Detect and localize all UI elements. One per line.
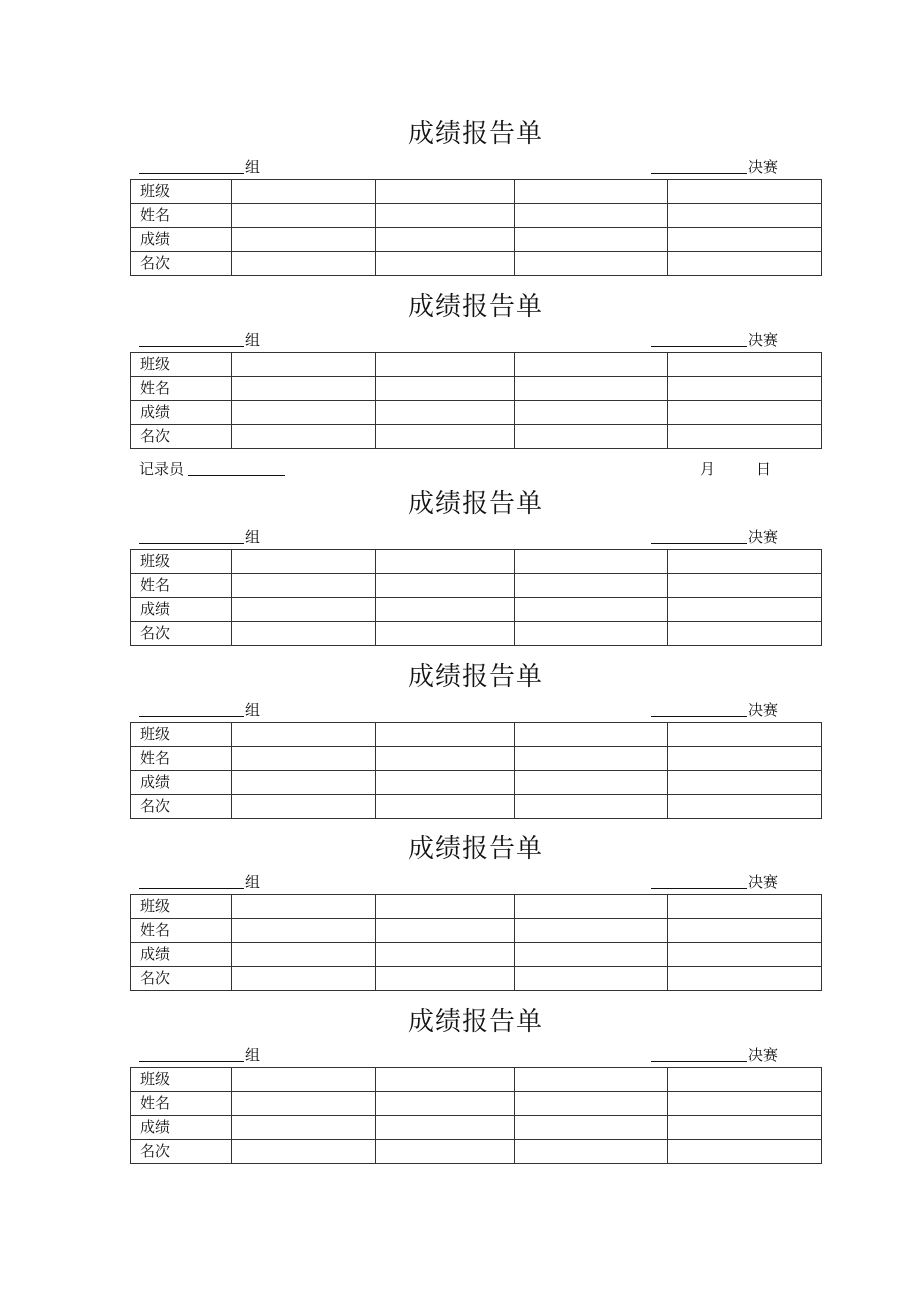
table-cell[interactable] [668, 377, 822, 401]
score-table [130, 1067, 822, 1164]
final-blank-line[interactable] [651, 543, 747, 544]
table-cell[interactable] [515, 598, 668, 622]
table-cell[interactable] [376, 795, 515, 819]
table-row [131, 1116, 822, 1140]
table-cell[interactable] [515, 180, 668, 204]
final-label: 决赛 [748, 158, 779, 176]
table-cell[interactable] [515, 943, 668, 967]
table-row [131, 919, 822, 943]
table-cell[interactable] [376, 723, 515, 747]
final-blank-line[interactable] [651, 346, 747, 347]
table-row [131, 401, 822, 425]
table-cell[interactable] [232, 895, 376, 919]
table-cell[interactable] [515, 204, 668, 228]
table-cell[interactable] [232, 425, 376, 449]
table-cell[interactable] [376, 204, 515, 228]
table-cell[interactable] [668, 622, 822, 646]
table-cell[interactable] [232, 1140, 376, 1164]
group-blank-line[interactable] [139, 173, 244, 174]
table-cell[interactable] [376, 943, 515, 967]
table-cell[interactable] [515, 550, 668, 574]
table-cell[interactable] [232, 228, 376, 252]
table-cell[interactable] [376, 1068, 515, 1092]
table-cell[interactable] [668, 943, 822, 967]
group-label: 组 [245, 528, 261, 546]
form-title: 成绩报告单 [407, 119, 543, 149]
row-label-rank: 名次 [131, 795, 232, 819]
table-cell[interactable] [668, 919, 822, 943]
table-cell[interactable] [515, 1068, 668, 1092]
table-cell[interactable] [668, 1140, 822, 1164]
table-cell[interactable] [376, 967, 515, 991]
row-label-rank: 名次 [131, 967, 232, 991]
table-cell[interactable] [376, 252, 515, 276]
table-cell[interactable] [668, 1116, 822, 1140]
group-label: 组 [245, 1046, 261, 1064]
table-cell[interactable] [376, 401, 515, 425]
row-label-class: 班级 [131, 723, 232, 747]
table-cell[interactable] [515, 795, 668, 819]
table-cell[interactable] [515, 1116, 668, 1140]
table-row [131, 353, 822, 377]
table-row [131, 598, 822, 622]
table-cell[interactable] [515, 967, 668, 991]
score-table [130, 352, 822, 449]
table-cell[interactable] [376, 180, 515, 204]
final-label: 决赛 [748, 1046, 779, 1064]
table-cell[interactable] [232, 1068, 376, 1092]
table-row [131, 943, 822, 967]
table-row [131, 204, 822, 228]
table-cell[interactable] [515, 919, 668, 943]
table-row [131, 622, 822, 646]
group-blank-line[interactable] [139, 888, 244, 889]
table-cell[interactable] [668, 747, 822, 771]
group-blank-line[interactable] [139, 346, 244, 347]
table-cell[interactable] [668, 967, 822, 991]
table-cell[interactable] [376, 919, 515, 943]
row-label-score: 成绩 [131, 1116, 232, 1140]
table-cell[interactable] [232, 252, 376, 276]
table-cell[interactable] [668, 598, 822, 622]
group-label: 组 [245, 701, 261, 719]
table-cell[interactable] [376, 747, 515, 771]
table-cell[interactable] [232, 377, 376, 401]
table-cell[interactable] [232, 550, 376, 574]
table-cell[interactable] [668, 1068, 822, 1092]
table-cell[interactable] [232, 401, 376, 425]
score-table [130, 179, 822, 276]
table-row [131, 1140, 822, 1164]
table-cell[interactable] [515, 723, 668, 747]
table-cell[interactable] [668, 574, 822, 598]
final-label: 决赛 [748, 331, 779, 349]
form-header [130, 699, 821, 721]
recorder-line [130, 458, 821, 480]
final-label: 决赛 [748, 528, 779, 546]
table-row [131, 747, 822, 771]
table-cell[interactable] [232, 747, 376, 771]
table-cell[interactable] [376, 353, 515, 377]
final-blank-line[interactable] [651, 173, 747, 174]
table-cell[interactable] [515, 771, 668, 795]
table-cell[interactable] [376, 598, 515, 622]
table-cell[interactable] [668, 723, 822, 747]
table-cell[interactable] [668, 771, 822, 795]
table-row [131, 771, 822, 795]
score-table [130, 722, 822, 819]
form-title: 成绩报告单 [407, 1007, 543, 1037]
table-cell[interactable] [668, 550, 822, 574]
group-blank-line[interactable] [139, 1061, 244, 1062]
table-cell[interactable] [232, 967, 376, 991]
group-blank-line[interactable] [139, 716, 244, 717]
form-header [130, 329, 821, 351]
form-title: 成绩报告单 [407, 292, 543, 322]
row-label-class: 班级 [131, 353, 232, 377]
table-row [131, 1068, 822, 1092]
form-header [130, 156, 821, 178]
table-row [131, 723, 822, 747]
row-label-class: 班级 [131, 1068, 232, 1092]
final-label: 决赛 [748, 873, 779, 891]
table-cell[interactable] [376, 1140, 515, 1164]
table-cell[interactable] [232, 1116, 376, 1140]
form-title: 成绩报告单 [407, 489, 543, 519]
row-label-score: 成绩 [131, 943, 232, 967]
table-cell[interactable] [376, 1116, 515, 1140]
table-row [131, 1092, 822, 1116]
table-cell[interactable] [232, 574, 376, 598]
form-header [130, 1044, 821, 1066]
final-label: 决赛 [748, 701, 779, 719]
row-label-score: 成绩 [131, 598, 232, 622]
form-title: 成绩报告单 [407, 834, 543, 864]
table-row [131, 967, 822, 991]
table-cell[interactable] [668, 353, 822, 377]
recorder-label: 记录员 [139, 460, 185, 478]
row-label-name: 姓名 [131, 919, 232, 943]
table-cell[interactable] [376, 228, 515, 252]
row-label-rank: 名次 [131, 425, 232, 449]
table-cell[interactable] [232, 723, 376, 747]
table-cell[interactable] [232, 771, 376, 795]
recorder-blank-line[interactable] [188, 475, 285, 476]
score-table [130, 549, 822, 646]
table-cell[interactable] [668, 401, 822, 425]
table-row [131, 252, 822, 276]
row-label-name: 姓名 [131, 574, 232, 598]
group-label: 组 [245, 873, 261, 891]
table-cell[interactable] [232, 180, 376, 204]
table-cell[interactable] [515, 401, 668, 425]
row-label-name: 姓名 [131, 747, 232, 771]
form-header [130, 526, 821, 548]
table-cell[interactable] [668, 795, 822, 819]
table-cell[interactable] [515, 377, 668, 401]
form-header [130, 871, 821, 893]
table-row [131, 574, 822, 598]
table-cell[interactable] [515, 252, 668, 276]
table-cell[interactable] [515, 1092, 668, 1116]
table-cell[interactable] [376, 1092, 515, 1116]
table-cell[interactable] [232, 353, 376, 377]
table-cell[interactable] [668, 204, 822, 228]
table-cell[interactable] [668, 895, 822, 919]
final-blank-line[interactable] [651, 716, 747, 717]
table-cell[interactable] [668, 228, 822, 252]
table-cell[interactable] [232, 204, 376, 228]
table-cell[interactable] [668, 180, 822, 204]
table-cell[interactable] [232, 598, 376, 622]
table-cell[interactable] [515, 574, 668, 598]
row-label-name: 姓名 [131, 1092, 232, 1116]
table-row [131, 795, 822, 819]
table-cell[interactable] [376, 550, 515, 574]
row-label-class: 班级 [131, 550, 232, 574]
table-cell[interactable] [515, 353, 668, 377]
table-cell[interactable] [376, 574, 515, 598]
table-row [131, 180, 822, 204]
score-table [130, 894, 822, 991]
table-cell[interactable] [232, 919, 376, 943]
table-cell[interactable] [515, 895, 668, 919]
table-cell[interactable] [515, 228, 668, 252]
row-label-rank: 名次 [131, 252, 232, 276]
form-title: 成绩报告单 [407, 662, 543, 692]
table-cell[interactable] [376, 771, 515, 795]
table-cell[interactable] [515, 425, 668, 449]
table-cell[interactable] [376, 377, 515, 401]
row-label-score: 成绩 [131, 401, 232, 425]
row-label-rank: 名次 [131, 1140, 232, 1164]
group-label: 组 [245, 158, 261, 176]
table-cell[interactable] [668, 1092, 822, 1116]
day-label: 日 [756, 460, 772, 478]
table-cell[interactable] [515, 622, 668, 646]
table-row [131, 895, 822, 919]
table-row [131, 377, 822, 401]
row-label-class: 班级 [131, 895, 232, 919]
table-cell[interactable] [376, 622, 515, 646]
table-cell[interactable] [376, 895, 515, 919]
row-label-name: 姓名 [131, 377, 232, 401]
table-cell[interactable] [232, 622, 376, 646]
group-blank-line[interactable] [139, 543, 244, 544]
table-cell[interactable] [668, 252, 822, 276]
row-label-name: 姓名 [131, 204, 232, 228]
row-label-class: 班级 [131, 180, 232, 204]
table-cell[interactable] [376, 425, 515, 449]
group-label: 组 [245, 331, 261, 349]
row-label-score: 成绩 [131, 771, 232, 795]
table-cell[interactable] [232, 943, 376, 967]
table-cell[interactable] [232, 1092, 376, 1116]
table-cell[interactable] [515, 1140, 668, 1164]
final-blank-line[interactable] [651, 1061, 747, 1062]
row-label-score: 成绩 [131, 228, 232, 252]
table-cell[interactable] [668, 425, 822, 449]
table-row [131, 228, 822, 252]
table-cell[interactable] [232, 795, 376, 819]
final-blank-line[interactable] [651, 888, 747, 889]
row-label-rank: 名次 [131, 622, 232, 646]
table-cell[interactable] [515, 747, 668, 771]
table-row [131, 425, 822, 449]
month-label: 月 [700, 460, 716, 478]
table-row [131, 550, 822, 574]
